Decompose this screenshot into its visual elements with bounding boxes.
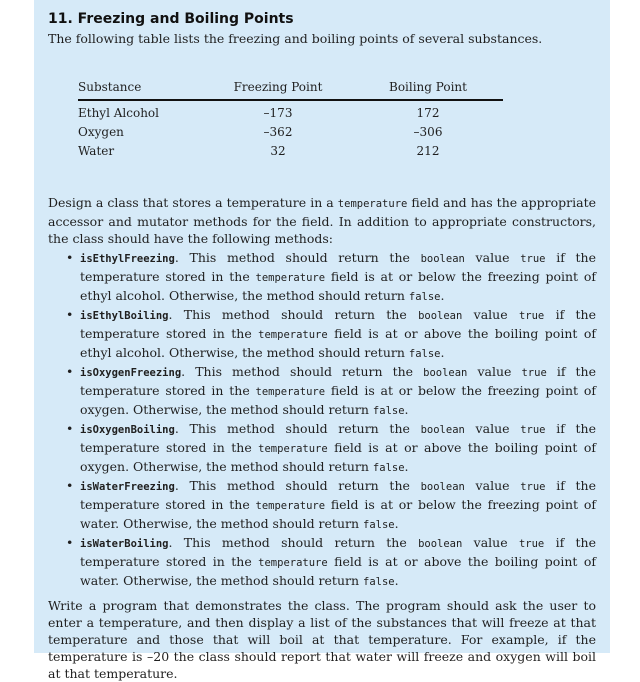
temperature-code: temperature — [258, 557, 328, 569]
table-header-row — [78, 77, 503, 100]
boolean-code: boolean — [418, 310, 463, 322]
method-text: field is at or below the freezing point of oxygen. Otherwise, the method should return — [80, 383, 596, 417]
col-header-substance: Substance — [78, 77, 203, 100]
method-text: value — [467, 364, 522, 379]
table-row — [78, 120, 503, 139]
method-text: field is at or above the boiling point of oxygen. Otherwise, the method should return — [80, 440, 596, 474]
method-text: if the temperature stored in the — [80, 250, 596, 284]
bullet-icon: • — [66, 250, 74, 265]
true-code: true — [520, 481, 546, 493]
true-code: true — [520, 253, 546, 265]
design-text: Design a class that stores a temperature in a — [48, 195, 338, 210]
method-text: . This method should return the — [168, 307, 419, 322]
method-text: . — [440, 288, 445, 303]
method-name: isOxygenFreezing — [80, 367, 182, 379]
intro-text: The following table lists the freezing and boiling points of several substances. — [48, 31, 543, 46]
temperature-code: temperature — [255, 386, 326, 398]
method-text: . — [394, 516, 399, 531]
method-text: . This method should return the — [168, 535, 419, 550]
bullet-icon: • — [66, 307, 74, 322]
false-code: false — [372, 405, 405, 417]
false-code: false — [363, 576, 395, 588]
cell-substance: Ethyl Alcohol — [78, 106, 159, 120]
col-header-freezing: Freezing Point — [203, 77, 353, 100]
exercise-heading: 11. Freezing and Boiling Points — [48, 11, 294, 27]
method-text: field is at or above the boiling point of water. Otherwise, the method should return — [80, 554, 596, 588]
cell-freezing: –362 — [263, 125, 293, 139]
boolean-code: boolean — [420, 253, 465, 265]
method-text: if the temperature stored in the — [80, 364, 596, 398]
method-text: . — [440, 345, 445, 360]
list-item — [66, 534, 596, 591]
closing-paragraph: Write a program that demonstrates the class. The program should ask the user to enter a temperature, and then display a list of the substances that will freeze at that temperature and those that will boil at that temperature. For example, if the temperature is –20 the class should report that water will freeze and oxygen will boil at that temperature. — [48, 598, 596, 681]
design-text: field and has the appropriate accessor and mutator methods for the field. In addition to appropriate constructors, the class should have the following methods: — [48, 195, 596, 246]
bullet-icon: • — [66, 421, 74, 436]
list-item — [66, 363, 596, 420]
false-code: false — [372, 462, 405, 474]
temperature-code: temperature — [258, 443, 328, 455]
col-header-boiling: Boiling Point — [353, 77, 503, 100]
method-text: field is at or below the freezing point of water. Otherwise, the method should return — [80, 497, 596, 531]
method-text: . — [404, 402, 409, 417]
list-item — [66, 306, 596, 363]
false-code: false — [408, 291, 441, 303]
cell-substance: Water — [78, 144, 115, 158]
method-text: value — [464, 478, 521, 493]
design-paragraph — [48, 194, 596, 247]
method-text: field is at or above the boiling point of ethyl alcohol. Otherwise, the method should return — [80, 326, 596, 360]
method-text: value — [464, 250, 521, 265]
temperature-code: temperature — [255, 272, 326, 284]
method-text: value — [464, 421, 521, 436]
method-text: value — [462, 307, 519, 322]
method-text: . This method should return the — [174, 250, 421, 265]
method-name: isOxygenBoiling — [80, 424, 175, 436]
methods-list — [48, 249, 596, 591]
cell-boiling: 212 — [416, 144, 440, 158]
true-code: true — [518, 310, 545, 322]
list-item — [66, 477, 596, 534]
method-text: . This method should return the — [181, 364, 424, 379]
bullet-icon: • — [66, 478, 74, 493]
temperature-code: temperature — [255, 500, 326, 512]
cell-freezing: –173 — [263, 106, 293, 120]
boolean-code: boolean — [420, 424, 465, 436]
method-text: if the temperature stored in the — [80, 307, 596, 341]
method-name: isEthylBoiling — [80, 310, 169, 322]
method-name: isWaterBoiling — [80, 538, 169, 550]
table-row — [78, 100, 503, 120]
bullet-icon: • — [66, 535, 74, 550]
method-text: . This method should return the — [174, 421, 421, 436]
method-text: if the temperature stored in the — [80, 535, 596, 569]
method-text: . — [394, 573, 399, 588]
cell-boiling: 172 — [416, 106, 440, 120]
substances-table — [78, 77, 503, 158]
boolean-code: boolean — [423, 367, 468, 379]
list-item — [66, 249, 596, 306]
boolean-code: boolean — [420, 481, 465, 493]
temperature-code: temperature — [258, 329, 328, 341]
method-text: value — [462, 535, 519, 550]
method-text: . — [404, 459, 409, 474]
temperature-code: temperature — [337, 198, 408, 210]
method-text: if the temperature stored in the — [80, 421, 596, 455]
boolean-code: boolean — [418, 538, 463, 550]
true-code: true — [521, 367, 547, 379]
cell-boiling: –306 — [413, 125, 443, 139]
list-item — [66, 420, 596, 477]
exercise-panel — [34, 0, 610, 681]
method-text: if the temperature stored in the — [80, 478, 596, 512]
cell-substance: Oxygen — [78, 125, 124, 139]
method-text: . This method should return the — [174, 478, 421, 493]
bullet-icon: • — [66, 364, 74, 379]
false-code: false — [363, 519, 395, 531]
method-name: isWaterFreezing — [80, 481, 175, 493]
true-code: true — [518, 538, 545, 550]
method-text: field is at or below the freezing point of ethyl alcohol. Otherwise, the method should return — [80, 269, 596, 303]
method-name: isEthylFreezing — [80, 253, 175, 265]
cell-freezing: 32 — [270, 144, 286, 158]
table-row — [78, 139, 503, 158]
false-code: false — [408, 348, 441, 360]
true-code: true — [520, 424, 546, 436]
